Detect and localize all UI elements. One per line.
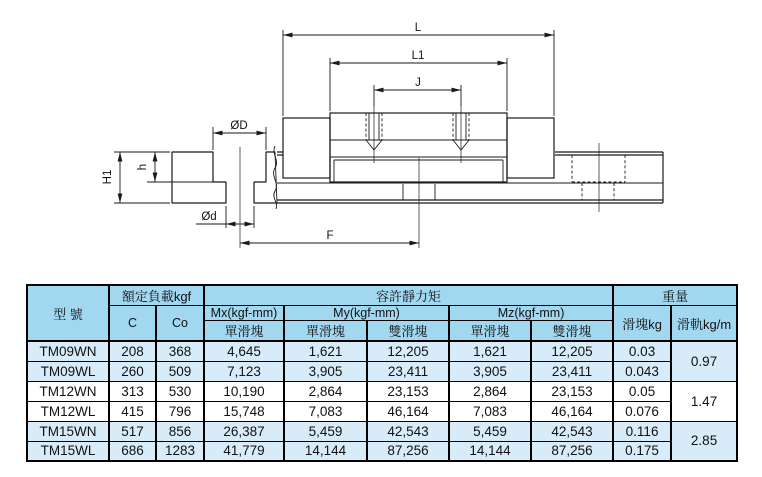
cell-block-kg: 0.03 — [613, 341, 671, 361]
block-body-lines — [330, 140, 507, 182]
cell-my-double: 23,153 — [367, 381, 449, 401]
header-my-single: 單滑塊 — [284, 321, 367, 342]
cell-rail-kg: 2.85 — [671, 421, 737, 461]
rail-side-view — [277, 143, 663, 248]
cell-mx: 15,748 — [204, 401, 284, 421]
cell-co: 509 — [156, 361, 204, 381]
cell-mx: 7,123 — [204, 361, 284, 381]
cell-block-kg: 0.076 — [613, 401, 671, 421]
table-header-row-2 — [27, 306, 737, 321]
cell-model: TM12WN — [27, 381, 109, 401]
cross-section-hatch-left — [172, 152, 226, 203]
table-row — [27, 401, 737, 421]
cell-mz-single: 1,621 — [449, 341, 531, 361]
cell-c: 313 — [109, 381, 156, 401]
header-mx-single: 單滑塊 — [204, 321, 284, 342]
cell-co: 530 — [156, 381, 204, 401]
cell-mx: 26,387 — [204, 421, 284, 441]
header-weight: 重量 — [613, 285, 737, 306]
dim-label-OD: ØD — [230, 120, 248, 132]
cell-my-single: 1,621 — [284, 341, 367, 361]
cell-mz-double: 23,411 — [531, 361, 613, 381]
hidden-rail-hole — [572, 143, 625, 212]
cell-model: TM15WN — [27, 421, 109, 441]
cell-mz-single: 2,864 — [449, 381, 531, 401]
cell-c: 686 — [109, 441, 156, 461]
header-mz: Mz(kgf-mm) — [449, 306, 613, 321]
header-block-kg: 滑塊kg — [613, 306, 671, 342]
cell-block-kg: 0.043 — [613, 361, 671, 381]
dimension-Od — [196, 206, 254, 228]
table-row — [27, 441, 737, 461]
header-c: C — [109, 306, 156, 342]
header-rated-load: 額定負載kgf — [109, 285, 204, 306]
dimension-J — [374, 77, 461, 106]
cell-rail-kg: 1.47 — [671, 381, 737, 421]
dim-label-L1: L1 — [411, 50, 425, 62]
table-header-row-1 — [27, 285, 737, 306]
dim-label-Od: Ød — [201, 211, 217, 223]
cell-c: 517 — [109, 421, 156, 441]
dim-label-h: h — [137, 163, 149, 171]
cell-block-kg: 0.05 — [613, 381, 671, 401]
header-static-moment: 容許靜力矩 — [204, 285, 613, 306]
header-my: My(kgf-mm) — [284, 306, 449, 321]
dimension-F — [240, 230, 419, 243]
rail-cross-section — [172, 146, 277, 248]
cell-mz-single: 3,905 — [449, 361, 531, 381]
end-cap-right — [507, 118, 554, 178]
cell-my-single: 5,459 — [284, 421, 367, 441]
cell-mz-double: 12,205 — [531, 341, 613, 361]
dim-label-L: L — [414, 22, 422, 34]
header-rail-kg: 滑軌kg/m — [671, 306, 737, 342]
dimension-OD — [213, 120, 266, 150]
cell-model: TM12WL — [27, 401, 109, 421]
cell-mz-double: 87,256 — [531, 441, 613, 461]
header-mz-single: 單滑塊 — [449, 321, 531, 342]
cell-my-double: 12,205 — [367, 341, 449, 361]
cell-c: 415 — [109, 401, 156, 421]
end-cap-left — [283, 118, 330, 178]
table-row — [27, 361, 737, 381]
header-my-double: 雙滑塊 — [367, 321, 449, 342]
cell-co: 368 — [156, 341, 204, 361]
dimension-H1 — [102, 152, 170, 203]
cell-mz-double: 46,164 — [531, 401, 613, 421]
cell-co: 1283 — [156, 441, 204, 461]
cell-my-single: 3,905 — [284, 361, 367, 381]
table-row — [27, 341, 737, 361]
spec-table — [26, 284, 738, 462]
cell-mz-double: 42,543 — [531, 421, 613, 441]
table-row — [27, 421, 737, 441]
cell-my-single: 14,144 — [284, 441, 367, 461]
cell-c: 208 — [109, 341, 156, 361]
cell-co: 856 — [156, 421, 204, 441]
cell-my-double: 46,164 — [367, 401, 449, 421]
dim-label-J: J — [415, 77, 421, 89]
cell-mz-single: 7,083 — [449, 401, 531, 421]
block-body — [330, 113, 507, 182]
dim-label-H1: H1 — [102, 169, 114, 185]
header-model: 型 號 — [27, 285, 109, 341]
cell-mz-single: 5,459 — [449, 421, 531, 441]
dim-label-F: F — [326, 230, 334, 242]
table-row — [27, 381, 737, 401]
cell-my-single: 2,864 — [284, 381, 367, 401]
cell-my-double: 42,543 — [367, 421, 449, 441]
cell-block-kg: 0.175 — [613, 441, 671, 461]
dimension-L — [283, 22, 554, 116]
cell-model: TM15WL — [27, 441, 109, 461]
header-co: Co — [156, 306, 204, 342]
cell-mx: 10,190 — [204, 381, 284, 401]
dimension-h — [137, 152, 213, 182]
cell-mz-single: 14,144 — [449, 441, 531, 461]
cell-c: 260 — [109, 361, 156, 381]
carriage-block — [283, 104, 554, 182]
cell-my-double: 87,256 — [367, 441, 449, 461]
cell-my-double: 23,411 — [367, 361, 449, 381]
cell-co: 796 — [156, 401, 204, 421]
cell-model: TM09WL — [27, 361, 109, 381]
header-mz-double: 雙滑塊 — [531, 321, 613, 342]
cell-mx: 41,779 — [204, 441, 284, 461]
cross-section-outline — [172, 152, 277, 203]
cell-block-kg: 0.116 — [613, 421, 671, 441]
cell-my-single: 7,083 — [284, 401, 367, 421]
cell-model: TM09WN — [27, 341, 109, 361]
cell-rail-kg: 0.97 — [671, 341, 737, 381]
cell-mz-double: 23,153 — [531, 381, 613, 401]
cell-mx: 4,645 — [204, 341, 284, 361]
header-mx: Mx(kgf-mm) — [204, 306, 284, 321]
